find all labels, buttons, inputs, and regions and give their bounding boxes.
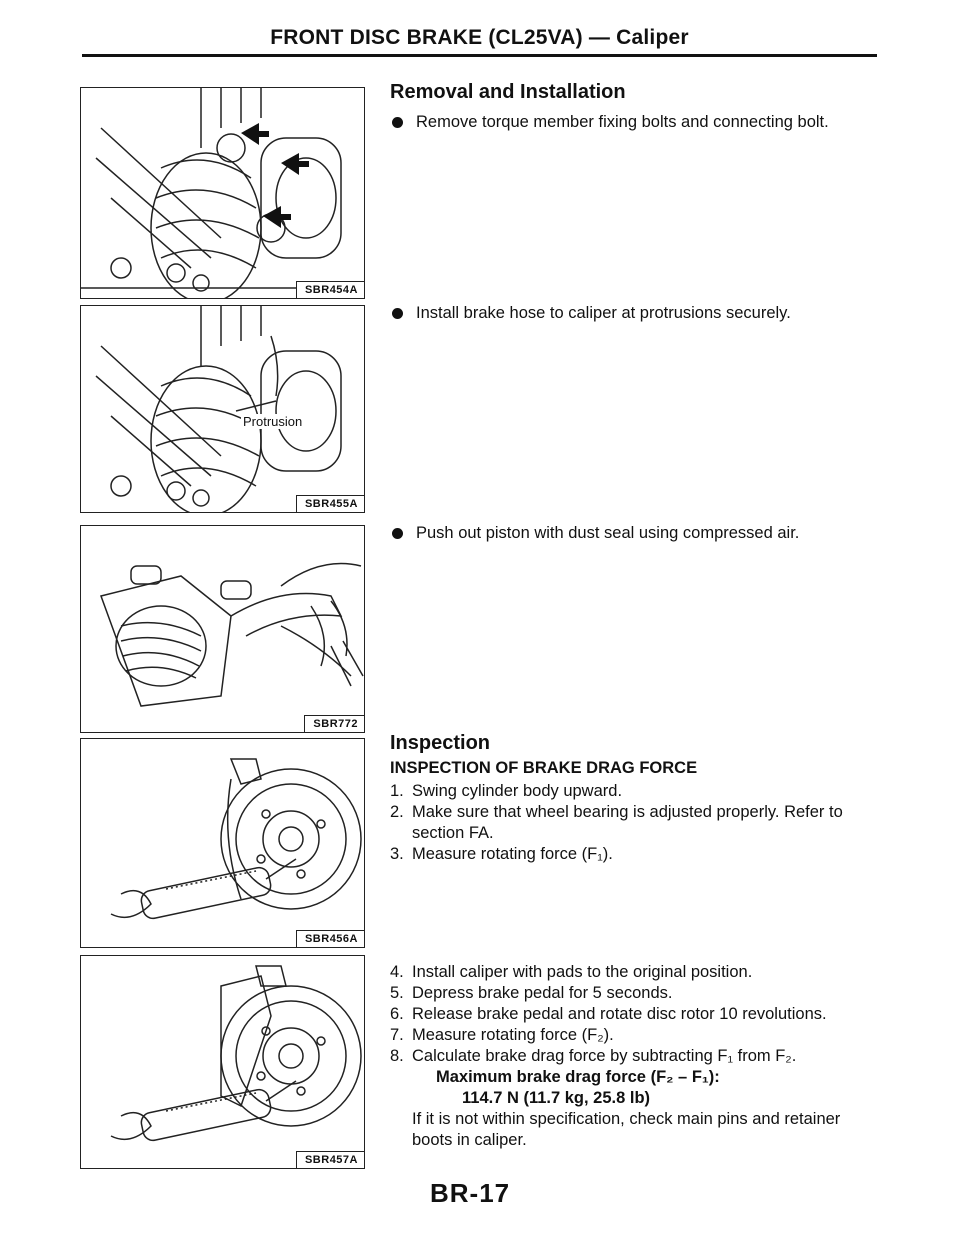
bullet-text: Push out piston with dust seal using compressed air. <box>416 524 800 542</box>
step-item: 2. Make sure that wheel bearing is adjusted properly. Refer to section FA. <box>390 803 843 842</box>
arrow-icon <box>281 153 309 175</box>
step-item: 5. Depress brake pedal for 5 seconds. <box>390 984 673 1002</box>
removal-section-title: Removal and Installation <box>390 81 626 103</box>
figure-id: SBR454A <box>296 281 364 298</box>
spec-label: Maximum brake drag force (F₂ – F₁): <box>436 1068 720 1086</box>
figure-sbr772 <box>80 525 365 733</box>
header-rule <box>82 54 877 57</box>
figure-sbr456a <box>80 738 365 948</box>
rotating-force-illustration-2 <box>81 956 365 1169</box>
inspection-subtitle: INSPECTION OF BRAKE DRAG FORCE <box>390 759 698 777</box>
figure-id: SBR457A <box>296 1151 364 1168</box>
bullet-icon <box>392 528 403 539</box>
step-item: 3. Measure rotating force (F₁). <box>390 845 613 863</box>
inspection-section <box>390 733 880 865</box>
inspection-title: Inspection <box>390 732 491 754</box>
caliper-removal-illustration <box>81 88 365 299</box>
spec-value: 114.7 N (11.7 kg, 25.8 lb) <box>462 1089 651 1107</box>
inspection-steps-b <box>390 962 880 1067</box>
page-number: BR-17 <box>430 1178 511 1208</box>
bullet-text: Remove torque member fixing bolts and connecting bolt. <box>416 113 829 131</box>
bullet-icon <box>392 117 403 128</box>
arrow-icon <box>241 123 269 145</box>
figure-id: SBR772 <box>304 715 364 732</box>
page-header-title: FRONT DISC BRAKE (CL25VA) — Caliper <box>270 26 689 49</box>
step-item: 4. Install caliper with pads to the original position. <box>390 963 753 981</box>
bullet-text: Install brake hose to caliper at protrusions securely. <box>416 304 791 322</box>
spec-note: If it is not within specification, check main pins and retainer boots in caliper. <box>412 1110 841 1149</box>
inspection-steps-a <box>390 781 880 865</box>
arrow-icon <box>263 206 291 228</box>
step-item: 6. Release brake pedal and rotate disc rotor 10 revolutions. <box>390 1005 827 1023</box>
figure-id: SBR456A <box>296 930 364 947</box>
bullet-icon <box>392 308 403 319</box>
removal-bullet-3 <box>392 523 882 544</box>
inspection-steps-b-block <box>390 960 880 1151</box>
figure-sbr455a <box>80 305 365 513</box>
figure-sbr457a <box>80 955 365 1169</box>
brake-hose-illustration <box>81 306 365 513</box>
figure-id: SBR455A <box>296 495 364 512</box>
removal-bullet-1 <box>392 112 882 133</box>
figure-sbr454a <box>80 87 365 299</box>
protrusion-label: Protrusion <box>243 414 303 429</box>
step-item: 8. Calculate brake drag force by subtracting F₁ from F₂. <box>390 1047 797 1065</box>
removal-bullet-2 <box>392 303 882 324</box>
rotating-force-illustration-1 <box>81 739 365 948</box>
step-item: 1. Swing cylinder body upward. <box>390 782 623 800</box>
step-item: 7. Measure rotating force (F₂). <box>390 1026 614 1044</box>
piston-removal-illustration <box>81 526 365 733</box>
